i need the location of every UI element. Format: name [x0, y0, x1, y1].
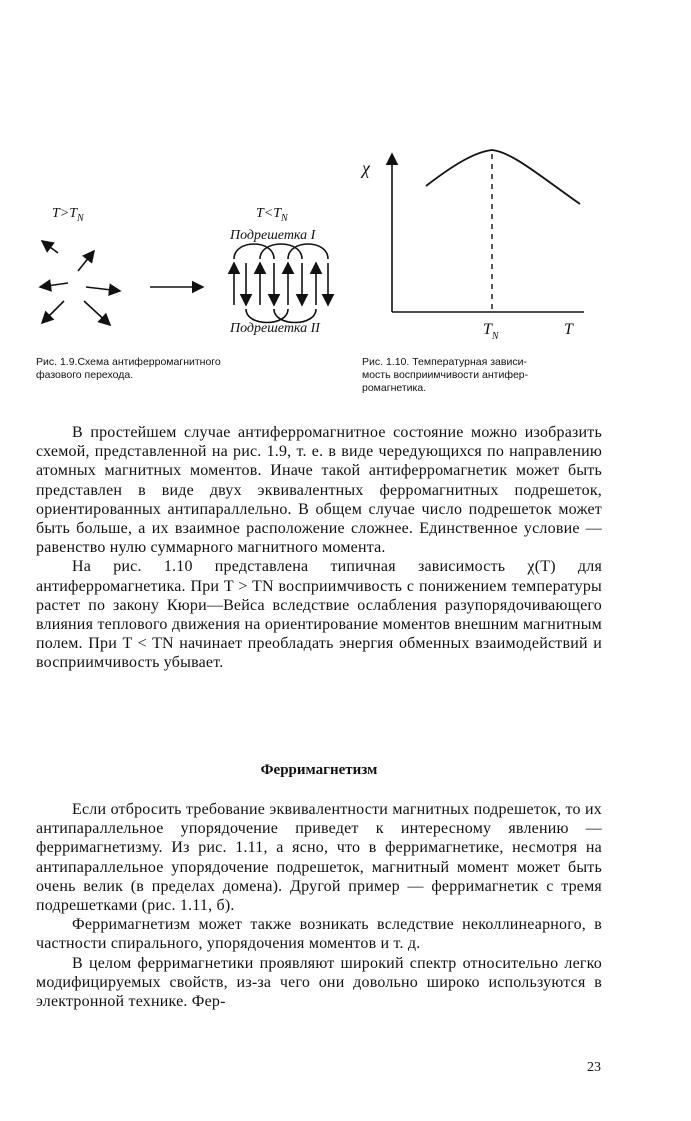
- paragraph: Если отбросить требование эквивалентности магнитных подрешеток, то их антипараллельное упорядочение приведет к интересному явлению — ферримагнетизму. Из рис. 1.11, а ясно, что в ферримагнетике, несмотря на антипараллельное упорядочение подрешеток, магнитный момент может быть очень велик (в пределах домена). Другой пример — ферримагнетик с тремя подрешетками (рис. 1.11, б).: [36, 801, 602, 915]
- sublattice-2-label: Подрешетка II: [230, 321, 320, 336]
- antiferromagnetism-section: [36, 423, 602, 673]
- y-axis-label: χ: [362, 158, 370, 178]
- page-number: 23: [587, 1060, 601, 1075]
- paragraph: Ферримагнетизм может также возникать вследствие неколлинеарного, в частности спирального, упорядочения моментов и т. д.: [36, 916, 602, 953]
- moment-arrow: [42, 301, 64, 323]
- section-heading: Ферримагнетизм: [260, 762, 378, 778]
- moment-arrow: [42, 241, 58, 253]
- moment-arrow: [84, 301, 110, 325]
- figure-1-10-caption: Рис. 1.10. Температурная зависи- мость восприимчивости антифер- ромагнетика.: [362, 356, 529, 394]
- disordered-moments: [40, 241, 120, 325]
- figure-1-10: [352, 140, 592, 345]
- figure-1-9: [28, 195, 348, 345]
- sublattice-1-label: Подрешетка I: [230, 228, 316, 243]
- moment-arrow: [40, 283, 68, 287]
- moment-arrow: [78, 251, 94, 271]
- paragraph: В простейшем случае антиферромагнитное состояние можно изобразить схемой, представленной на рис. 1.9, т. е. в виде чередующихся по направлению атомных магнитных моментов. Иначе такой антиферромагнетик может быть представлен в виде двух эквивалентных ферромагнитных подрешеток, ориентированных антипараллельно. В общем случае число подрешеток может быть больше, а их взаимное расположение сложнее. Единственное условие — равенство нулю суммарного магнитного момента.: [36, 424, 602, 557]
- ordered-moments: [234, 244, 328, 323]
- ferrimagnetism-section: [36, 800, 602, 1011]
- figure-1-9-caption: Рис. 1.9.Схема антиферромагнитного фазового перехода.: [36, 356, 221, 381]
- paragraph: На рис. 1.10 представлена типичная зависимость χ(T) для антиферромагнетика. При T > TN восприимчивость с понижением температуры растет по закону Кюри—Вейса вследствие ослабления разупорядочивающего влияния теплового движения на ориентирование моментов внешним магнитным полем. При T < TN начинает преобладать энергия обменных взаимодействий и восприимчивость убывает.: [36, 558, 602, 672]
- label-t-below-tn: $T<T_N$: [256, 206, 288, 224]
- chi-curve: [426, 150, 580, 204]
- paragraph: В целом ферримагнетики проявляют широкий спектр относительно легко модифицируемых свойств, из-за чего они довольно широко используются в электронной технике. Фер-: [36, 954, 602, 1011]
- moment-arrow: [86, 287, 120, 291]
- label-t-above-tn: $T>T_N$: [52, 206, 84, 224]
- x-axis-label: T: [564, 321, 573, 338]
- tn-tick-label: $T_N$: [483, 321, 499, 342]
